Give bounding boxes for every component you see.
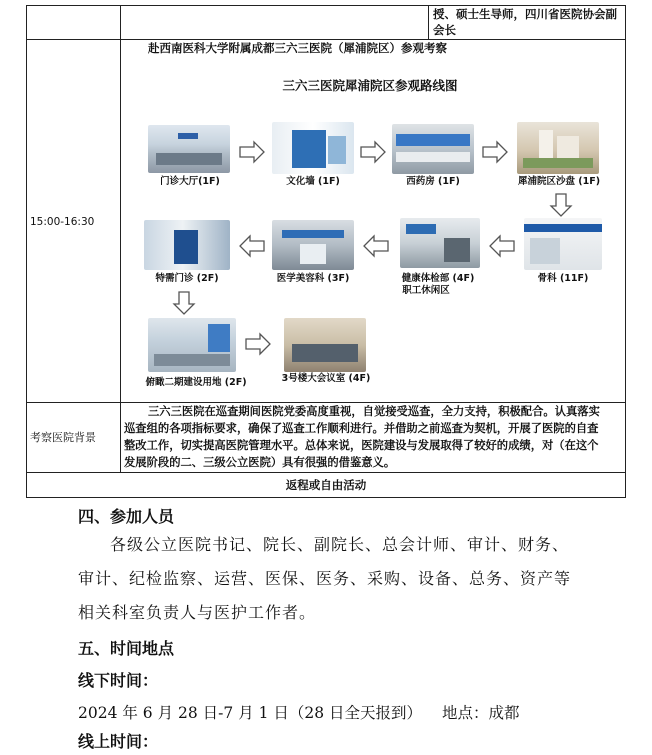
stop-label: 文化墙 (1F): [286, 176, 340, 187]
section4-heading: 四、参加人员: [78, 507, 175, 526]
arrow-left-icon: [238, 234, 266, 258]
location: 地点：成都: [442, 704, 520, 722]
arrow-left-icon: [362, 234, 390, 258]
photo-cosmetology: [272, 220, 354, 270]
visit-title: 赴西南医科大学附属成都三六三医院（犀浦院区）参观考察: [148, 41, 447, 55]
stop-label: 西药房 (1F): [406, 176, 460, 187]
arrow-right-icon: [238, 140, 266, 164]
section4-line: 相关科室负责人与医护工作者。: [78, 603, 317, 622]
stop-label: 骨科 (11F): [537, 273, 589, 284]
background-line: 三六三医院在巡查期间医院党委高度重视，自觉接受巡查，全力支持，积极配合。认真落实: [148, 404, 600, 418]
stop-label: 职工休闲区: [402, 285, 450, 296]
arrow-right-icon: [359, 140, 387, 164]
table-border: [26, 497, 626, 498]
photo-vip-clinic: [144, 220, 230, 270]
time-cell: 15:00-16:30: [30, 216, 95, 228]
stop-label: 医学美容科 (3F): [276, 273, 350, 284]
background-line: 发展阶段的二、三级公立医院）具有很强的借鉴意义。: [124, 455, 396, 469]
photo-health-checkup: [400, 218, 480, 268]
photo-meeting-room: [284, 318, 366, 372]
route-map-title: 三六三医院犀浦院区参观路线图: [282, 78, 458, 93]
table-border: [428, 5, 429, 39]
photo-culture-wall: [272, 122, 354, 174]
photo-campus-model: [517, 122, 599, 174]
stop-label: 门诊大厅(1F): [160, 176, 220, 187]
section5-heading: 五、时间地点: [78, 639, 175, 658]
table-border: [26, 5, 27, 497]
section4-line: 各级公立医院书记、院长、副院长、总会计师、审计、财务、: [110, 535, 570, 554]
offline-label: 线下时间：: [78, 671, 159, 690]
table-border: [26, 472, 626, 473]
background-line: 整改工作，切实提高医院管理水平。总体来说，医院建设与发展取得了较好的成绩，对（在这个: [124, 438, 599, 452]
arrow-down-icon: [549, 192, 573, 218]
arrow-right-icon: [481, 140, 509, 164]
photo-phase2-site: [148, 318, 236, 372]
photo-orthopedics: [524, 218, 602, 270]
section4-line: 审计、纪检监察、运营、医保、医务、采购、设备、总务、资产等: [78, 569, 572, 588]
speaker-title-line1: 授、硕士生导师，四川省医院协会副: [433, 7, 617, 21]
online-label: 线上时间：: [78, 732, 159, 751]
arrow-down-icon: [172, 290, 196, 316]
speaker-title-line2: 会长: [433, 23, 456, 37]
stop-label: 俯瞰二期建设用地 (2F): [145, 377, 247, 388]
stop-label: 3号楼大会议室 (4F): [281, 373, 371, 384]
arrow-right-icon: [244, 332, 272, 356]
photo-pharmacy: [392, 124, 474, 174]
stop-label: 犀浦院区沙盘 (1F): [517, 176, 601, 187]
offline-time: 2024 年 6 月 28 日-7 月 1 日（28 日全天报到）: [78, 704, 423, 722]
background-label: 考察医院背景: [30, 431, 96, 444]
background-line: 巡查组的各项指标要求，确保了巡查工作顺利进行。并借助之前巡查为契机，开展了医院的自查: [124, 421, 599, 435]
stop-label: 健康体检部 (4F): [401, 273, 475, 284]
return-text: 返程或自由活动: [285, 478, 367, 492]
arrow-left-icon: [488, 234, 516, 258]
photo-outpatient-hall: [148, 125, 230, 173]
stop-label: 特需门诊 (2F): [155, 273, 219, 284]
table-border: [625, 5, 626, 497]
